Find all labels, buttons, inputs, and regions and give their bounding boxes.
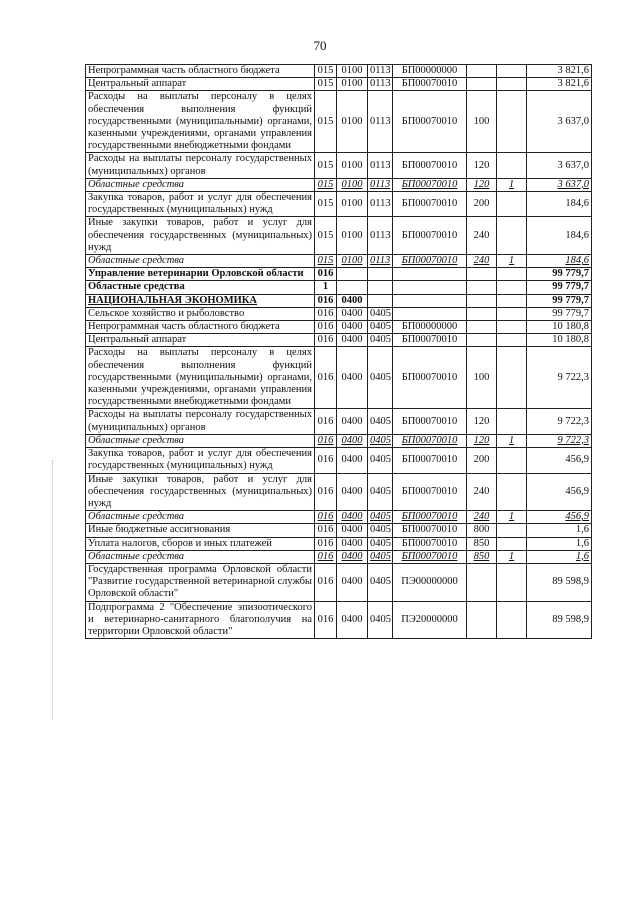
code-csr: БП00070010 (393, 524, 467, 537)
code-gr: 015 (315, 91, 337, 153)
code-vr: 100 (467, 347, 497, 409)
code-src (497, 347, 527, 409)
code-pr: 0405 (368, 409, 393, 434)
row-name: Областные средства (86, 178, 315, 191)
code-csr (393, 294, 467, 307)
code-src (497, 153, 527, 178)
code-gr: 016 (315, 448, 337, 473)
code-vr: 120 (467, 153, 497, 178)
code-csr: БП00070010 (393, 78, 467, 91)
code-src (497, 409, 527, 434)
row-name: Уплата налогов, сборов и иных платежей (86, 537, 315, 550)
code-gr: 016 (315, 307, 337, 320)
row-sum: 3 637,0 (527, 153, 592, 178)
code-rz: 0100 (337, 217, 368, 255)
row-name: Областные средства (86, 511, 315, 524)
row-name: Областные средства (86, 255, 315, 268)
code-vr: 120 (467, 409, 497, 434)
code-src (497, 192, 527, 217)
code-gr: 016 (315, 321, 337, 334)
code-csr: БП00070010 (393, 91, 467, 153)
code-pr: 0405 (368, 601, 393, 639)
code-rz: 0400 (337, 524, 368, 537)
table-row (86, 524, 592, 537)
code-pr: 0405 (368, 448, 393, 473)
table-row (86, 78, 592, 91)
row-name: Закупка товаров, работ и услуг для обеспечения государственных (муниципальных) нужд (86, 192, 315, 217)
row-name: Закупка товаров, работ и услуг для обеспечения государственных (муниципальных) нужд (86, 448, 315, 473)
table-row (86, 448, 592, 473)
code-rz: 0400 (337, 563, 368, 601)
code-src (497, 268, 527, 281)
code-vr (467, 601, 497, 639)
row-sum: 99 779,7 (527, 307, 592, 320)
code-csr: БП00000000 (393, 321, 467, 334)
code-csr: БП00070010 (393, 550, 467, 563)
table-row (86, 550, 592, 563)
code-pr (368, 268, 393, 281)
code-csr: БП00070010 (393, 347, 467, 409)
code-pr: 0113 (368, 153, 393, 178)
row-sum: 3 821,6 (527, 65, 592, 78)
code-vr: 800 (467, 524, 497, 537)
table-row (86, 537, 592, 550)
code-vr (467, 78, 497, 91)
row-sum: 99 779,7 (527, 294, 592, 307)
row-sum: 3 821,6 (527, 78, 592, 91)
code-vr: 200 (467, 448, 497, 473)
code-rz (337, 268, 368, 281)
code-vr (467, 294, 497, 307)
code-gr: 016 (315, 473, 337, 511)
code-csr: БП00070010 (393, 178, 467, 191)
code-src: 1 (497, 255, 527, 268)
row-name: Сельское хозяйство и рыболовство (86, 307, 315, 320)
code-rz: 0400 (337, 347, 368, 409)
code-gr: 016 (315, 601, 337, 639)
row-sum: 10 180,8 (527, 321, 592, 334)
code-csr (393, 268, 467, 281)
table-row (86, 65, 592, 78)
code-src (497, 537, 527, 550)
table-row (86, 511, 592, 524)
code-gr: 015 (315, 217, 337, 255)
code-src: 1 (497, 511, 527, 524)
table-row (86, 153, 592, 178)
row-sum: 89 598,9 (527, 563, 592, 601)
code-vr: 240 (467, 511, 497, 524)
table-row (86, 434, 592, 447)
row-sum: 99 779,7 (527, 268, 592, 281)
row-name: Центральный аппарат (86, 334, 315, 347)
code-pr: 0405 (368, 524, 393, 537)
code-rz: 0100 (337, 91, 368, 153)
row-name: Областные средства (86, 434, 315, 447)
margin-mark (52, 460, 55, 720)
table-row (86, 178, 592, 191)
row-sum: 184,6 (527, 192, 592, 217)
code-csr: БП00070010 (393, 511, 467, 524)
code-pr: 0405 (368, 550, 393, 563)
code-src (497, 321, 527, 334)
table-row (86, 192, 592, 217)
code-gr: 016 (315, 347, 337, 409)
table-row (86, 268, 592, 281)
code-rz (337, 281, 368, 294)
row-name: Центральный аппарат (86, 78, 315, 91)
code-csr: БП00070010 (393, 255, 467, 268)
table-row (86, 281, 592, 294)
code-vr: 120 (467, 178, 497, 191)
table-row (86, 601, 592, 639)
code-gr: 015 (315, 178, 337, 191)
code-gr: 016 (315, 294, 337, 307)
code-pr: 0405 (368, 307, 393, 320)
code-src: 1 (497, 550, 527, 563)
code-gr: 016 (315, 550, 337, 563)
row-sum: 3 637,0 (527, 178, 592, 191)
row-sum: 184,6 (527, 217, 592, 255)
code-vr (467, 307, 497, 320)
code-src (497, 65, 527, 78)
code-src (497, 294, 527, 307)
code-gr: 016 (315, 511, 337, 524)
code-gr: 016 (315, 268, 337, 281)
code-pr: 0113 (368, 91, 393, 153)
row-sum: 456,9 (527, 448, 592, 473)
code-src: 1 (497, 434, 527, 447)
code-pr: 0405 (368, 537, 393, 550)
code-src (497, 601, 527, 639)
table-row (86, 409, 592, 434)
table-row (86, 473, 592, 511)
row-sum: 3 637,0 (527, 91, 592, 153)
code-rz: 0400 (337, 448, 368, 473)
code-gr: 016 (315, 537, 337, 550)
row-name: Областные средства (86, 281, 315, 294)
code-vr: 200 (467, 192, 497, 217)
row-name: Расходы на выплаты персоналу государственных (муниципальных) органов (86, 153, 315, 178)
code-rz: 0400 (337, 601, 368, 639)
code-rz: 0400 (337, 321, 368, 334)
code-csr: БП00070010 (393, 448, 467, 473)
code-csr: ПЭ20000000 (393, 601, 467, 639)
code-pr: 0405 (368, 334, 393, 347)
code-rz: 0400 (337, 537, 368, 550)
row-sum: 1,6 (527, 537, 592, 550)
code-csr: БП00070010 (393, 537, 467, 550)
code-csr: БП00070010 (393, 192, 467, 217)
table-row (86, 347, 592, 409)
row-name: Областные средства (86, 550, 315, 563)
code-csr: БП00070010 (393, 217, 467, 255)
table-row (86, 563, 592, 601)
row-sum: 184,6 (527, 255, 592, 268)
code-rz: 0400 (337, 409, 368, 434)
code-vr: 240 (467, 473, 497, 511)
code-csr: БП00000000 (393, 65, 467, 78)
code-gr: 1 (315, 281, 337, 294)
code-csr: БП00070010 (393, 334, 467, 347)
code-pr: 0113 (368, 78, 393, 91)
code-src (497, 307, 527, 320)
code-gr: 015 (315, 255, 337, 268)
row-name: Иные бюджетные ассигнования (86, 524, 315, 537)
code-gr: 016 (315, 434, 337, 447)
code-src (497, 281, 527, 294)
code-rz: 0400 (337, 511, 368, 524)
code-rz: 0100 (337, 178, 368, 191)
row-sum: 89 598,9 (527, 601, 592, 639)
code-rz: 0400 (337, 334, 368, 347)
table-row (86, 321, 592, 334)
code-pr: 0113 (368, 255, 393, 268)
code-vr: 850 (467, 550, 497, 563)
code-pr (368, 294, 393, 307)
table-row (86, 307, 592, 320)
row-sum: 456,9 (527, 473, 592, 511)
budget-table (85, 64, 592, 639)
code-pr: 0405 (368, 434, 393, 447)
code-rz: 0100 (337, 192, 368, 217)
code-src (497, 524, 527, 537)
code-vr (467, 321, 497, 334)
code-vr: 100 (467, 91, 497, 153)
code-pr: 0405 (368, 321, 393, 334)
table-row (86, 334, 592, 347)
row-sum: 99 779,7 (527, 281, 592, 294)
code-rz: 0100 (337, 65, 368, 78)
row-name: Непрограммная часть областного бюджета (86, 321, 315, 334)
page-number: 70 (313, 38, 327, 53)
row-sum: 1,6 (527, 524, 592, 537)
code-gr: 016 (315, 334, 337, 347)
code-csr: БП00070010 (393, 409, 467, 434)
code-src (497, 91, 527, 153)
row-name: Управление ветеринарии Орловской области (86, 268, 315, 281)
row-name: НАЦИОНАЛЬНАЯ ЭКОНОМИКА (86, 294, 315, 307)
code-csr (393, 281, 467, 294)
code-rz: 0400 (337, 307, 368, 320)
code-pr (368, 281, 393, 294)
row-sum: 9 722,3 (527, 434, 592, 447)
row-name: Расходы на выплаты персоналу в целях обеспечения выполнения функций государственными (муниципальными) органами, казенными учреждениями, органами управления государственными внебюджетными фондами (86, 91, 315, 153)
code-pr: 0113 (368, 217, 393, 255)
row-name: Расходы на выплаты персоналу в целях обеспечения выполнения функций государственными (муниципальными) органами, казенными учреждениями, органами управления государственными внебюджетными фондами (86, 347, 315, 409)
code-src: 1 (497, 178, 527, 191)
code-vr: 240 (467, 255, 497, 268)
code-vr (467, 268, 497, 281)
table-row (86, 294, 592, 307)
row-sum: 456,9 (527, 511, 592, 524)
code-gr: 015 (315, 192, 337, 217)
code-gr: 016 (315, 524, 337, 537)
code-pr: 0405 (368, 347, 393, 409)
code-pr: 0405 (368, 473, 393, 511)
code-vr (467, 65, 497, 78)
row-name: Непрограммная часть областного бюджета (86, 65, 315, 78)
code-gr: 015 (315, 153, 337, 178)
code-pr: 0113 (368, 192, 393, 217)
code-src (497, 334, 527, 347)
row-name: Государственная программа Орловской области "Развитие государственной ветеринарной службы Орловской области" (86, 563, 315, 601)
row-sum: 9 722,3 (527, 409, 592, 434)
row-sum: 10 180,8 (527, 334, 592, 347)
code-csr: БП00070010 (393, 153, 467, 178)
row-sum: 1,6 (527, 550, 592, 563)
code-rz: 0400 (337, 550, 368, 563)
code-src (497, 473, 527, 511)
code-rz: 0100 (337, 255, 368, 268)
table-row (86, 91, 592, 153)
code-rz: 0100 (337, 153, 368, 178)
code-pr: 0113 (368, 65, 393, 78)
code-rz: 0400 (337, 434, 368, 447)
code-rz: 0100 (337, 78, 368, 91)
code-vr (467, 563, 497, 601)
code-src (497, 448, 527, 473)
code-csr: БП00070010 (393, 434, 467, 447)
row-name: Подпрограмма 2 "Обеспечение эпизоотического и ветеринарно-санитарного благополучия на территории Орловской области" (86, 601, 315, 639)
code-vr: 120 (467, 434, 497, 447)
code-rz: 0400 (337, 294, 368, 307)
code-rz: 0400 (337, 473, 368, 511)
table-row (86, 255, 592, 268)
row-name: Иные закупки товаров, работ и услуг для обеспечения государственных (муниципальных) нужд (86, 473, 315, 511)
code-gr: 016 (315, 409, 337, 434)
code-pr: 0405 (368, 563, 393, 601)
code-src (497, 217, 527, 255)
code-vr: 240 (467, 217, 497, 255)
code-gr: 016 (315, 563, 337, 601)
code-gr: 015 (315, 78, 337, 91)
code-csr: ПЭ00000000 (393, 563, 467, 601)
code-csr: БП00070010 (393, 473, 467, 511)
code-pr: 0113 (368, 178, 393, 191)
code-csr (393, 307, 467, 320)
row-sum: 9 722,3 (527, 347, 592, 409)
code-src (497, 563, 527, 601)
code-vr: 850 (467, 537, 497, 550)
code-vr (467, 334, 497, 347)
code-gr: 015 (315, 65, 337, 78)
row-name: Иные закупки товаров, работ и услуг для обеспечения государственных (муниципальных) нужд (86, 217, 315, 255)
row-name: Расходы на выплаты персоналу государственных (муниципальных) органов (86, 409, 315, 434)
code-vr (467, 281, 497, 294)
code-src (497, 78, 527, 91)
table-row (86, 217, 592, 255)
code-pr: 0405 (368, 511, 393, 524)
